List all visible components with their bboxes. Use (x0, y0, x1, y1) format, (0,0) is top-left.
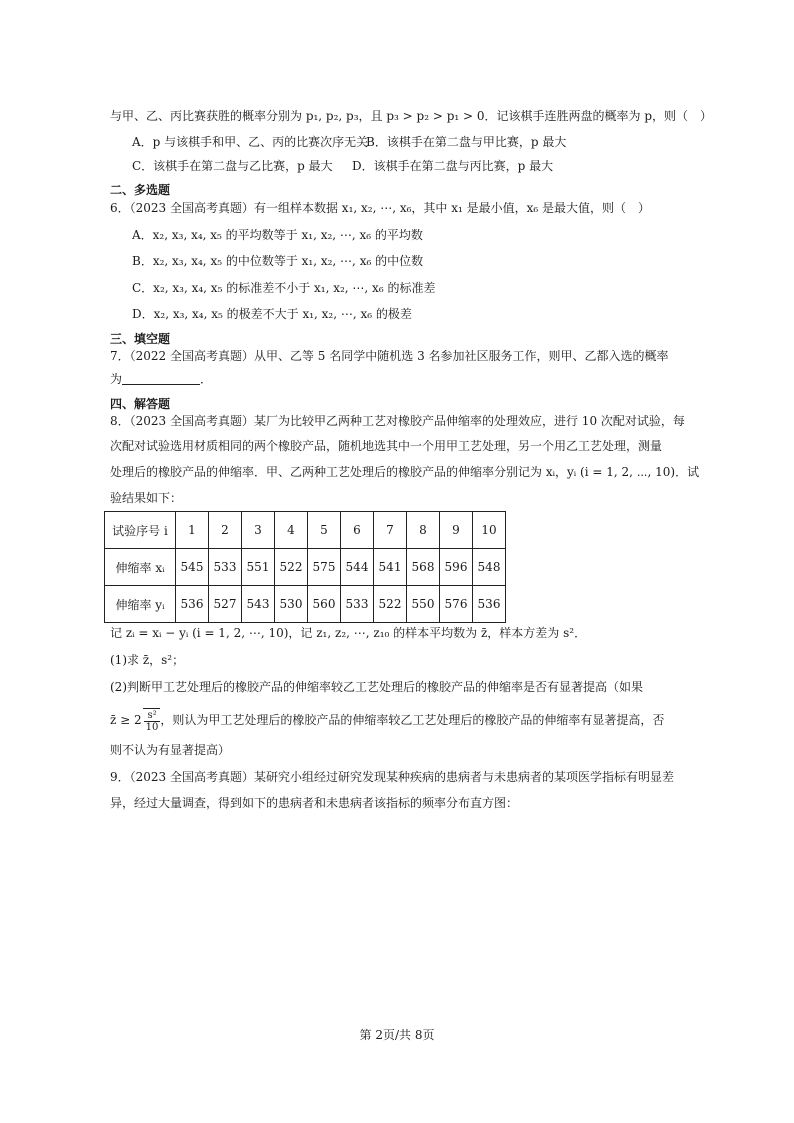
cell-x: 533 (209, 549, 242, 586)
cell-x: 544 (341, 549, 374, 586)
cell-x: 575 (308, 549, 341, 586)
cell-index: 5 (308, 512, 341, 549)
q8-stem-line1: 8．（2023 全国高考真题）某厂为比较甲乙两种工艺对橡胶产品伸缩率的处理效应，进行 10 次配对试验，每 (110, 414, 685, 428)
table-row-x (105, 549, 506, 586)
cell-y: 533 (341, 586, 374, 623)
q6-option-d: D．x₂, x₃, x₄, x₅ 的极差不大于 x₁, x₂, ⋯, x₆ 的极差 (132, 307, 412, 321)
table-row-index (105, 512, 506, 549)
table-row-y (105, 586, 506, 623)
fraction (144, 710, 161, 733)
q8-part2-line1: (2)判断甲工艺处理后的橡胶产品的伸缩率较乙工艺处理后的橡胶产品的伸缩率是否有显著提高（如果 (110, 680, 644, 694)
q5-option-b: B．该棋手在第二盘与甲比赛，p 最大 (366, 135, 567, 149)
cell-y: 536 (473, 586, 506, 623)
cell-y: 530 (275, 586, 308, 623)
q8-stem-line2: 次配对试验选用材质相同的两个橡胶产品，随机地选其中一个用甲工艺处理，另一个用乙工艺处理，测量 (110, 439, 663, 453)
part2-rest-text: ，则认为甲工艺处理后的橡胶产品的伸缩率较乙工艺处理后的橡胶产品的伸缩率有显著提高，否 (160, 713, 665, 727)
cell-index: 4 (275, 512, 308, 549)
q9-stem-line2: 异，经过大量调查，得到如下的患病者和未患病者该指标的频率分布直方图： (110, 796, 519, 810)
cell-x: 568 (407, 549, 440, 586)
cell-index: 8 (407, 512, 440, 549)
q6-stem: 6．（2023 全国高考真题）有一组样本数据 x₁, x₂, ⋯, x₆，其中 x₁ 是最小值，x₆ 是最大值，则（ ） (110, 201, 651, 215)
q7-answer-line (110, 371, 212, 387)
cell-x: 548 (473, 549, 506, 586)
cell-index: 7 (374, 512, 407, 549)
cell-x: 551 (242, 549, 275, 586)
cell-y: 527 (209, 586, 242, 623)
cell-x: 545 (176, 549, 209, 586)
cell-y: 522 (374, 586, 407, 623)
cell-index: 10 (473, 512, 506, 549)
cell-y: 550 (407, 586, 440, 623)
cell-y: 536 (176, 586, 209, 623)
row-header-y: 伸缩率 yᵢ (105, 586, 176, 623)
cell-y: 576 (440, 586, 473, 623)
q8-note: 记 zᵢ = xᵢ − yᵢ (i = 1, 2, ⋯, 10)，记 z₁, z₂, ⋯, z₁₀ 的样本平均数为 z̄，样本方差为 s²． (110, 626, 587, 640)
cell-index: 6 (341, 512, 374, 549)
section-heading-fill-in: 三、填空题 (110, 332, 171, 346)
q6-option-b: B．x₂, x₃, x₄, x₅ 的中位数等于 x₁, x₂, ⋯, x₆ 的中位数 (132, 254, 424, 268)
q8-part2-line2 (110, 708, 664, 733)
q8-part2-line3: 则不认为有显著提高） (110, 743, 231, 757)
condition-expression: z̄ ≥ 2 (110, 713, 142, 727)
q7-suffix: ． (200, 372, 213, 386)
q8-stem-line3: 处理后的橡胶产品的伸缩率．甲、乙两种工艺处理后的橡胶产品的伸缩率分别记为 xᵢ，yᵢ (i = 1, 2, ⋯, 10)．试 (110, 465, 700, 479)
q8-part1: (1)求 z̄，s²； (110, 653, 185, 667)
q5-option-d: D．该棋手在第二盘与丙比赛，p 最大 (352, 159, 554, 173)
section-heading-solutions: 四、解答题 (110, 397, 171, 411)
cell-index: 1 (176, 512, 209, 549)
q7-stem: 7．（2022 全国高考真题）从甲、乙等 5 名同学中随机选 3 名参加社区服务工作，则甲、乙都入选的概率 (110, 349, 669, 363)
cell-index: 2 (209, 512, 242, 549)
q6-option-a: A．x₂, x₃, x₄, x₅ 的平均数等于 x₁, x₂, ⋯, x₆ 的平均数 (132, 228, 423, 242)
sqrt-symbol (143, 708, 161, 733)
q5-option-a: A．p 与该棋手和甲、乙、丙的比赛次序无关 (132, 135, 369, 149)
q5-stem: 与甲、乙、丙比赛获胜的概率分别为 p₁, p₂, p₃，且 p₃ > p₂ > p₁ > 0．记该棋手连胜两盘的概率为 p，则（ ） (110, 109, 713, 123)
cell-y: 560 (308, 586, 341, 623)
cell-x: 541 (374, 549, 407, 586)
section-heading-multiple-choice: 二、多选题 (110, 183, 171, 197)
q5-option-c: C．该棋手在第二盘与乙比赛，p 最大 (132, 159, 333, 173)
cell-index: 3 (242, 512, 275, 549)
row-header-x: 伸缩率 xᵢ (105, 549, 176, 586)
experiment-table (104, 511, 506, 623)
q6-option-c: C．x₂, x₃, x₄, x₅ 的标准差不小于 x₁, x₂, ⋯, x₆ 的标准差 (132, 281, 436, 295)
row-header-index: 试验序号 i (105, 512, 176, 549)
q7-prefix: 为 (110, 372, 123, 386)
cell-index: 9 (440, 512, 473, 549)
cell-x: 596 (440, 549, 473, 586)
cell-y: 543 (242, 586, 275, 623)
q8-stem-line4: 验结果如下： (110, 491, 183, 505)
answer-blank[interactable] (122, 372, 200, 385)
fraction-denominator: 10 (145, 722, 159, 733)
cell-x: 522 (275, 549, 308, 586)
q9-stem-line1: 9．（2023 全国高考真题）某研究小组经过研究发现某种疾病的患病者与未患病者的某项医学指标有明显差 (110, 770, 674, 784)
page-footer: 第 2页/共 8页 (359, 1028, 435, 1042)
fraction-numerator: s² (144, 710, 161, 722)
